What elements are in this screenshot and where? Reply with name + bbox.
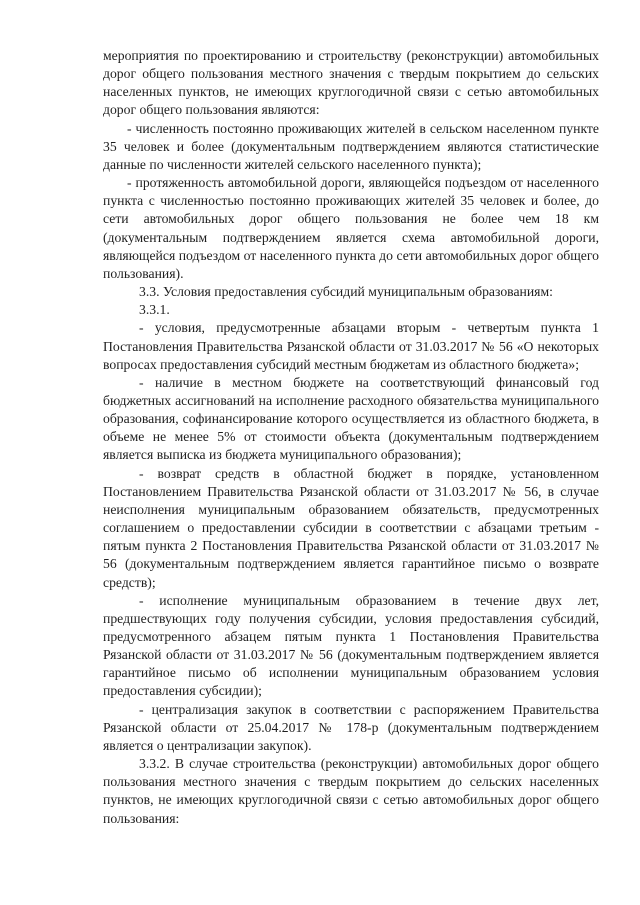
paragraph-road-length-criterion: - протяженность автомобильной дороги, являющейся подъездом от населенного пункта с численностью постоянно проживающих жителей 35 человек и более, до сети автомобильных дорог общего пользования не более чем 18 км (документальным подтверждением является схема автомобильной дороги, являющейся подъездом от населенного пункта до сети автомобильных дорог общего пользования). <box>103 175 599 281</box>
document-page <box>103 47 599 828</box>
paragraph-population-criterion: - численность постоянно проживающих жителей в сельском населенном пункте 35 человек и более (документальным подтверждением являются статистические данные по численности жителей сельского населенного пункта); <box>103 120 599 172</box>
section-number-3-3-1: 3.3.1. <box>139 302 170 318</box>
paragraph-procurement-centralization: - централизация закупок в соответствии с распоряжением Правительства Рязанской области от 25.04.2017 № 178-р (документальным подтверждением является о централизации закупок). <box>103 701 599 753</box>
paragraph-intro: мероприятия по проектированию и строительству (реконструкции) автомобильных дорог общего пользования местного значения с твердым покрытием до сельских населенных пунктов, не имеющих круглогодичной связи с сетью автомобильных дорог общего пользования являются: <box>103 48 599 118</box>
paragraph-budget-allocations: - наличие в местном бюджете на соответствующий финансовый год бюджетных ассигнований на исполнение расходного обязательства муниципального образования, софинансирование которого осуществляется из областного бюджета, в объеме не менее 5% от стоимости объекта (документальным подтверждением является выписка из бюджета муниципального образования); <box>103 374 599 463</box>
paragraph-funds-return: - возврат средств в областной бюджет в порядке, установленном Постановлением Правительства Рязанской области от 31.03.2017 № 56, в случае неисполнения муниципальным образованием обязательств, предусмотренных соглашением о предоставлении субсидии в соответствии с абзацами третьим - пятым пункта 2 Постановления Правительства Рязанской области от 31.03.2017 № 56 (документальным подтверждением является гарантийное письмо о возврате средств); <box>103 465 599 590</box>
paragraph-previous-years-compliance: - исполнение муниципальным образованием в течение двух лет, предшествующих году получения субсидии, условия предоставления субсидий, предусмотренного абзацем пятым пункта 1 Постановления Правительства Рязанской области от 31.03.2017 № 56 (документальным подтверждением является гарантийное письмо об исполнении муниципальным образованием условия предоставления субсидии); <box>103 592 599 699</box>
paragraph-conditions-resolution: - условия, предусмотренные абзацами вторым - четвертым пункта 1 Постановления Правительства Рязанской области от 31.03.2017 № 56 «О некоторых вопросах предоставления субсидий местным бюджетам из областного бюджета»; <box>103 320 599 372</box>
section-3-3-2: 3.3.2. В случае строительства (реконструкции) автомобильных дорог общего пользования местного значения с твердым покрытием до сельских населенных пунктов, не имеющих круглогодичной связи с сетью автомобильных дорог общего пользования: <box>103 756 599 826</box>
section-heading-3-3: 3.3. Условия предоставления субсидий муниципальным образованиям: <box>139 284 553 300</box>
